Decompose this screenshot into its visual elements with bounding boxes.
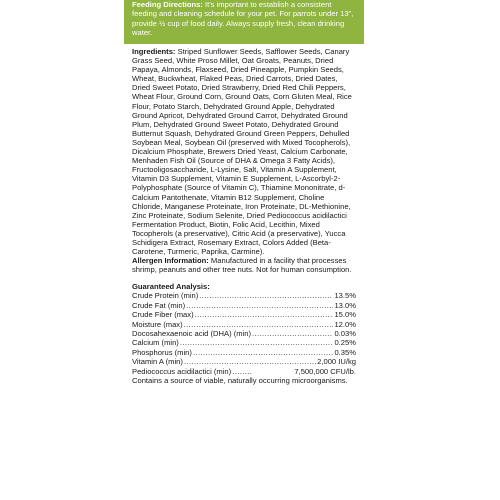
allergen-heading: Allergen Information: bbox=[132, 256, 209, 266]
feeding-directions-banner bbox=[124, 0, 364, 44]
analysis-row bbox=[132, 320, 356, 329]
guaranteed-analysis-section bbox=[132, 282, 356, 376]
analysis-value: 0.25% bbox=[334, 338, 356, 348]
analysis-value: 13.0% bbox=[334, 300, 356, 310]
analysis-label: Moisture (max) bbox=[132, 319, 183, 329]
analysis-row bbox=[132, 291, 356, 300]
analysis-value: 0.03% bbox=[334, 329, 356, 338]
dot-leader bbox=[193, 348, 334, 357]
ingredients-text: Striped Sunflower Seeds, Safflower Seeds, Canary Grass Seed, White Proso Millet, Oat Groats, Peanuts, Dried Papaya, Almonds, Flaxseed, Dried Pineapple, Pumpkin Seeds, Wheat, Buckwheat, Flaked Peas, Dried Carrots, Dried Dates, Dried Sweet Potato, Dried Strawberry, Dried Red Chili Peppers, Wheat Flour, Ground Corn, Ground Oats, Corn Gluten Meal, Rice Flour, Potato Starch, Dehydrated Ground Apple, Dehydrated Ground Apricot, Dehydrated Ground Carrot, Dehydrated Ground Plum, Dehydrated Ground Sweet Potato, Dehydrated Ground Butternut Squash, Dehydrated Ground Green Peppers, Dehulled Soybean Meal, Soybean Oil (preserved with Mixed Tocopherols), Dicalcium Phosphate, Brewers Dried Yeast, Calcium Carbonate, Menhaden Fish Oil (Source of DHA & Omega 3 Fatty Acids), Fructooligosaccharide, L-Lysine, Salt, Vitamin A Supplement, Vitamin D3 Supplement, Vitamin E Supplement, L-Ascorbyl-2-Polyphosphate (Source of Vitamin C), Thiamine Mononitrate, d-Calcium Pantothenate, Vitamin B12 Supplement, Choline Chloride, Manganese Proteinate, Iron Proteinate, DL-Methionine, Zinc Proteinate, Sodium Selenite, Dried Pediococcus acidilactici Fermentation Product, Biotin, Folic Acid, Lecithin, Mixed Tocopherols (a preservative), Citric Acid (a preservative), Yucca Schidigera Extract, Rosemary Extract, Colors Added (Beta-Carotene, Turmeric, Paprika, Carmine). bbox=[132, 47, 352, 257]
guaranteed-analysis-heading: Guaranteed Analysis: bbox=[132, 282, 210, 292]
feeding-directions-text: It's important to establish a consistent feeding and cleaning schedule for your pet. For parrots under 13", provide ½ cup of food daily. Always supply fresh, clean drinking water. bbox=[132, 0, 354, 38]
dot-leader bbox=[232, 367, 293, 376]
dot-leader bbox=[199, 291, 333, 300]
analysis-row bbox=[132, 310, 356, 319]
analysis-row bbox=[132, 301, 356, 310]
dot-leader bbox=[252, 329, 333, 338]
analysis-label: Phosphorus (min) bbox=[132, 347, 192, 357]
analysis-label: Docosahexaenoic acid (DHA) (min) bbox=[132, 329, 252, 338]
analysis-row bbox=[132, 367, 356, 376]
analysis-value: 2,000 IU/kg bbox=[317, 357, 356, 367]
ingredients-heading: Ingredients: bbox=[132, 47, 176, 56]
analysis-value: 12.0% bbox=[334, 319, 356, 329]
dot-leader bbox=[180, 338, 334, 347]
dot-leader bbox=[184, 357, 316, 366]
analysis-value: 0.35% bbox=[334, 347, 356, 357]
product-label-panel bbox=[124, 0, 364, 500]
feeding-directions-heading: Feeding Directions: bbox=[132, 0, 203, 9]
guaranteed-analysis-table bbox=[132, 291, 356, 376]
analysis-value: 15.0% bbox=[334, 310, 356, 320]
allergen-section bbox=[132, 256, 356, 274]
ingredients-section bbox=[132, 47, 356, 256]
analysis-value: 7,500,000 CFU/lb. bbox=[294, 366, 356, 376]
analysis-row bbox=[132, 357, 356, 366]
label-content bbox=[124, 44, 364, 385]
microorganisms-note: Contains a source of viable, naturally occurring microorganisms. bbox=[132, 375, 348, 385]
analysis-label: Crude Fiber (max) bbox=[132, 310, 194, 320]
dot-leader bbox=[186, 301, 333, 310]
analysis-value: 13.5% bbox=[334, 291, 356, 301]
allergen-text: Manufactured in a facility that processes shrimp, peanuts and other tree nuts. Not for human consumption. bbox=[132, 256, 352, 275]
analysis-row bbox=[132, 348, 356, 357]
analysis-label: Crude Protein (min) bbox=[132, 291, 199, 301]
analysis-label: Pediococcus acidilactici (min) bbox=[132, 366, 232, 376]
analysis-row bbox=[132, 338, 356, 347]
feeding-directions bbox=[132, 0, 356, 38]
dot-leader bbox=[195, 310, 334, 319]
dot-leader bbox=[184, 320, 334, 329]
analysis-label: Crude Fat (min) bbox=[132, 300, 186, 310]
analysis-label: Vitamin A (min) bbox=[132, 357, 183, 367]
analysis-label: Calcium (min) bbox=[132, 338, 179, 348]
analysis-row bbox=[132, 329, 356, 338]
